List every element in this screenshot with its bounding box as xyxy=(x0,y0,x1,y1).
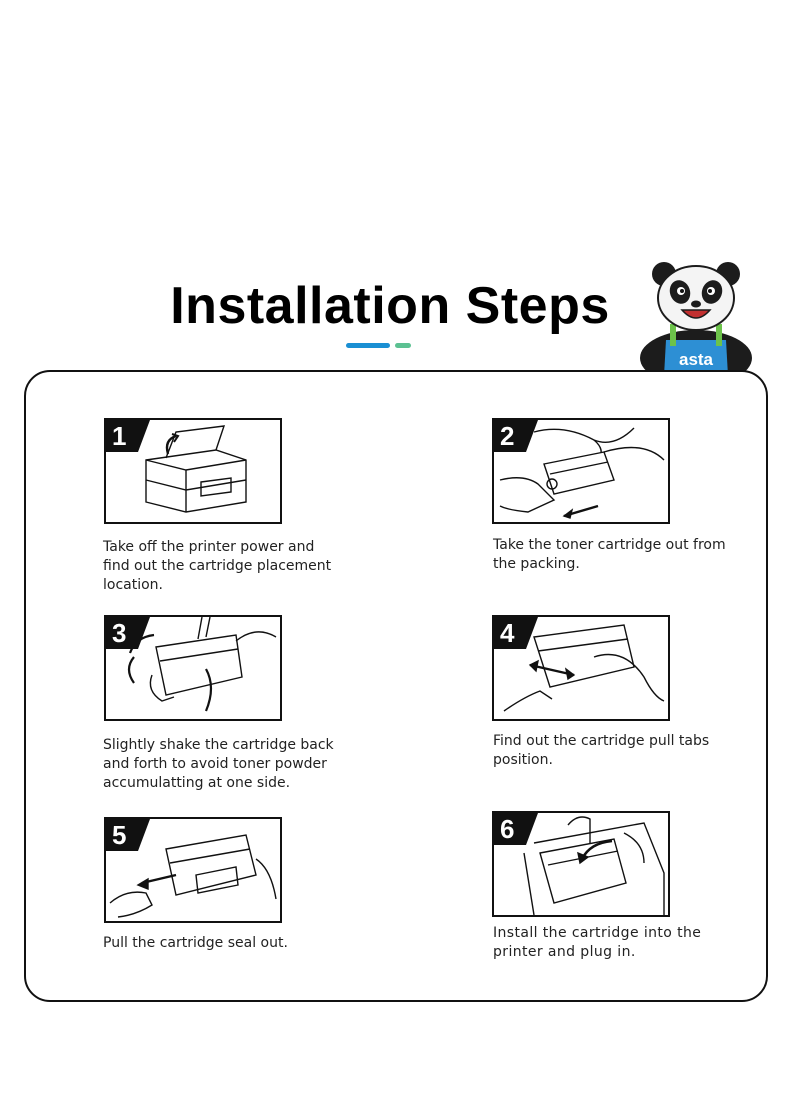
step-4-illustration xyxy=(492,615,670,721)
step-5-badge: 5 xyxy=(106,819,138,851)
step-3-caption: Slightly shake the cartridge back and forth to avoid toner powder accumulatting at one side. xyxy=(103,737,334,791)
step-1-illustration xyxy=(104,418,282,524)
step-4-badge: 4 xyxy=(494,617,526,649)
mascot-apron-text: asta xyxy=(678,350,714,369)
page-title: Installation Steps xyxy=(170,277,610,335)
title-accent-blue xyxy=(346,343,390,348)
step-1-caption: Take off the printer power and find out the cartridge placement location. xyxy=(103,539,332,593)
step-6-caption: Install the cartridge into the printer and plug in. xyxy=(493,925,702,960)
step-2-caption: Take the toner cartridge out from the packing. xyxy=(493,537,726,572)
step-6-badge: 6 xyxy=(494,813,526,845)
step-2-badge: 2 xyxy=(494,420,526,452)
panda-mascot-icon xyxy=(636,258,756,376)
step-4-caption: Find out the cartridge pull tabs position. xyxy=(493,733,710,768)
step-6-illustration xyxy=(492,811,670,917)
step-3-illustration xyxy=(104,615,282,721)
title-accent-green xyxy=(395,343,411,348)
step-1-badge: 1 xyxy=(106,420,138,452)
step-3-badge: 3 xyxy=(106,617,138,649)
step-5-caption: Pull the cartridge seal out. xyxy=(103,935,288,951)
step-2-illustration xyxy=(492,418,670,524)
step-5-illustration xyxy=(104,817,282,923)
